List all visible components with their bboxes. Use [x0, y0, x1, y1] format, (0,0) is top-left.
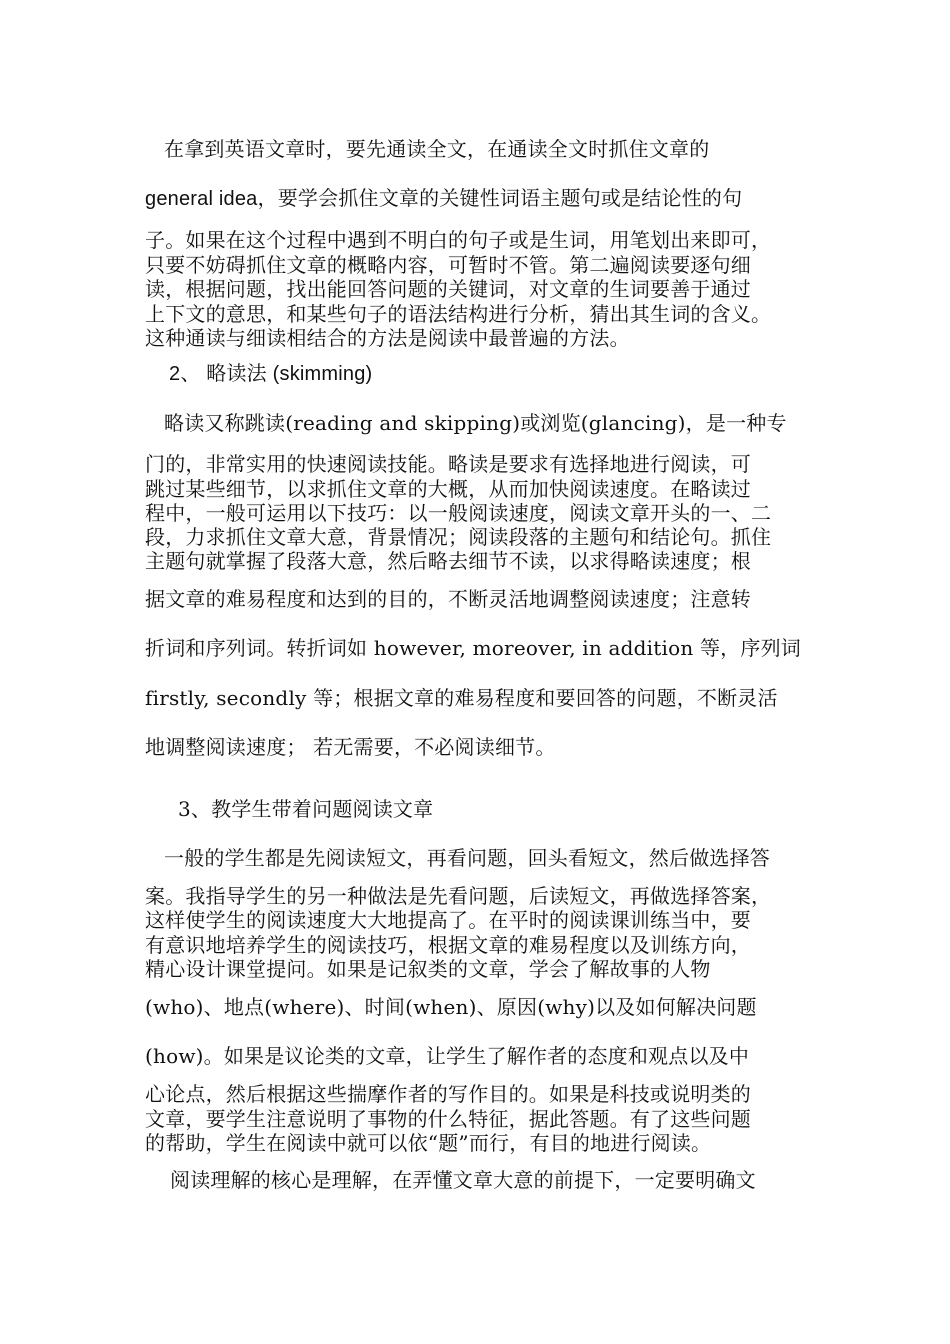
text-line: 精心设计课堂提问。如果是记叙类的文章，学会了解故事的人物 — [145, 957, 711, 981]
text-line: 在拿到英语文章时，要先通读全文，在通读全文时抓住文章的 — [164, 137, 710, 161]
text-line: firstly, secondly 等；根据文章的难易程度和要回答的问题，不断灵活 — [145, 686, 778, 710]
section-heading: 3、教学生带着问题阅读文章 — [178, 797, 434, 821]
text-line: 这种通读与细读相结合的方法是阅读中最普遍的方法。 — [145, 326, 630, 350]
text-line: 这样使学生的阅读速度大大地提高了。在平时的阅读课训练当中，要 — [145, 908, 751, 932]
text-line: general idea，要学会抓住文章的关键性词语主题句或是结论性的句 — [145, 188, 743, 210]
text-line: 上下文的意思，和某些句子的语法结构进行分析，猜出其生词的含义。 — [145, 302, 772, 326]
text-line: 子。如果在这个过程中遇到不明白的句子或是生词，用笔划出来即可， — [145, 228, 772, 252]
text-line: 心论点，然后根据这些揣摩作者的写作目的。如果是科技或说明类的 — [145, 1082, 751, 1106]
text-line: 程中，一般可运用以下技巧：以一般阅读速度，阅读文章开头的一、二 — [145, 501, 772, 525]
text-line: 门的，非常实用的快速阅读技能。略读是要求有选择地进行阅读，可 — [145, 452, 751, 476]
text-line: 案。我指导学生的另一种做法是先看问题，后读短文，再做选择答案， — [145, 884, 772, 908]
text-line: 有意识地培养学生的阅读技巧，根据文章的难易程度以及训练方向， — [145, 933, 751, 957]
text-line: 只要不妨碍抓住文章的概略内容，可暂时不管。第二遍阅读要逐句细 — [145, 253, 751, 277]
text-line: 据文章的难易程度和达到的目的，不断灵活地调整阅读速度；注意转 — [145, 587, 751, 611]
section-heading: 2、 略读法 (skimming) — [169, 363, 373, 385]
text-line: 段，力求抓住文章大意，背景情况；阅读段落的主题句和结论句。抓住 — [145, 525, 772, 549]
text-line: 主题句就掌握了段落大意，然后略去细节不读，以求得略读速度；根 — [145, 549, 751, 573]
text-line: 阅读理解的核心是理解，在弄懂文章大意的前提下，一定要明确文 — [170, 1168, 756, 1192]
text-line: 地调整阅读速度； 若无需要，不必阅读细节。 — [145, 735, 556, 759]
text-line: (how)。如果是议论类的文章，让学生了解作者的态度和观点以及中 — [145, 1044, 750, 1068]
text-line: 略读又称跳读(reading and skipping)或浏览(glancing)，是一种专 — [164, 411, 787, 435]
text-line: 跳过某些细节，以求抓住文章的大概，从而加快阅读速度。在略读过 — [145, 477, 751, 501]
text-line: 读，根据问题，找出能回答问题的关键词，对文章的生词要善于通过 — [145, 277, 751, 301]
text-line: 文章，要学生注意说明了事物的什么特征，据此答题。有了这些问题 — [145, 1107, 751, 1131]
text-line: 折词和序列词。转折词如 however, moreover, in addition 等，序列词 — [145, 636, 801, 660]
text-line: 一般的学生都是先阅读短文，再看问题，回头看短文，然后做选择答 — [164, 846, 770, 870]
text-line: 的帮助，学生在阅读中就可以依“题”而行，有目的地进行阅读。 — [145, 1131, 712, 1155]
text-line: (who)、地点(where)、时间(when)、原因(why)以及如何解决问题 — [145, 995, 757, 1019]
